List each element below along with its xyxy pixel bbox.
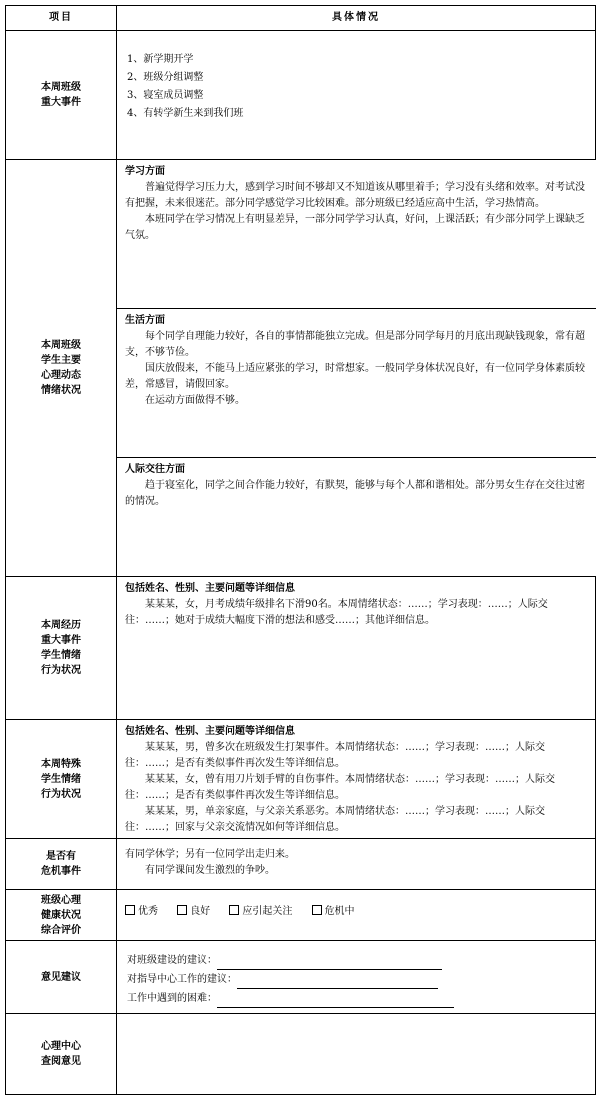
list-item: 4、有转学新生来到我们班 xyxy=(127,108,244,119)
section-title: 生活方面 xyxy=(125,315,165,326)
row-psych-status xyxy=(6,160,596,577)
section-title: 包括姓名、性别、主要问题等详细信息 xyxy=(125,583,295,594)
list-item: 1、新学期开学 xyxy=(127,54,194,65)
life-section: 生活方面 每个同学自理能力较好，各自的事情都能独立完成。但是部分同学每月的月底出现缺钱现象，常有超支，不够节俭。 国庆放假来，不能马上适应紧张的学习，时常想家。一般同学身体状况良好，有一位同学身体素质较差，常感冒，请假回家。 在运动方面做得不够。 xyxy=(117,309,596,458)
advice-center-label: 对指导中心工作的建议： xyxy=(127,974,237,985)
social-section: 人际交往方面 趋于寝室化，同学之间合作能力较好，有默契，能够与每个人都和谐相处。部分男女生存在交往过密的情况。 xyxy=(117,458,596,577)
checkbox-icon[interactable] xyxy=(177,905,187,915)
weekly-report-form xyxy=(5,5,595,1098)
rating-option-excellent[interactable]: 优秀 xyxy=(125,906,158,917)
row-center-review xyxy=(6,1014,596,1095)
label-health-rating: 班级心理 健康状况 综合评价 xyxy=(6,890,117,941)
special-details: 包括姓名、性别、主要问题等详细信息 某某某，男，曾多次在班级发生打架事件。本周情绪状态：……；学习表现：……；人际交往：……；是否有类似事件再次发生等详细信息。 某某某，女，曾有用刀片划手臂的自伤事件。本周情绪状态：……；学习表现：……；人际交往：……；是否有类似事件再次发生等详细信息。 某某某，男，单亲家庭，与父亲关系恶劣。本周情绪状态：……；学习表现：……；人际交往：……；回家与父亲交流情况如何等详细信息。 xyxy=(117,720,596,839)
label-weekly-events: 本周班级 重大事件 xyxy=(6,31,117,160)
advice-difficulty-label: 工作中遇到的困难： xyxy=(127,993,217,1004)
advice-difficulty-field[interactable] xyxy=(217,995,454,1008)
label-advice: 意见建议 xyxy=(6,941,117,1014)
report-table xyxy=(5,5,596,1095)
checkbox-icon[interactable] xyxy=(312,905,322,915)
psych-sections xyxy=(117,160,596,577)
label-special-students: 本周特殊 学生情绪 行为状况 xyxy=(6,720,117,839)
header-item: 项目 xyxy=(6,6,117,31)
header-row xyxy=(6,6,596,31)
advice-lines xyxy=(117,941,596,1014)
row-weekly-events xyxy=(6,31,596,160)
trauma-details: 包括姓名、性别、主要问题等详细信息 某某某，女，月考成绩年级排名下滑90名。本周情绪状态：……；学习表现：……；人际交往：……；她对于成绩大幅度下滑的想法和感受……；其他详细信息。 xyxy=(117,577,596,720)
advice-class-label: 对班级建设的建议： xyxy=(127,955,217,966)
rating-options xyxy=(117,890,596,941)
label-psych-status: 本周班级 学生主要 心理动态 情绪状况 xyxy=(6,160,117,577)
section-title: 人际交往方面 xyxy=(125,464,185,475)
row-crisis-events xyxy=(6,839,596,890)
section-title: 包括姓名、性别、主要问题等详细信息 xyxy=(125,726,295,737)
study-section: 学习方面 普遍觉得学习压力大，感到学习时间不够却又不知道该从哪里着手；学习没有头绪和效率。对考试没有把握，未来很迷茫。部分同学感觉学习比较困难。部分班级已经适应高中生活，学习热情高。 本班同学在学习情况上有明显差异，一部分同学学习认真，好问，上课活跃；有少部分同学上课缺乏气氛。 xyxy=(117,160,596,309)
section-title: 学习方面 xyxy=(125,166,165,177)
row-health-rating xyxy=(6,890,596,941)
rating-option-good[interactable]: 良好 xyxy=(177,906,210,917)
row-advice xyxy=(6,941,596,1014)
rating-option-crisis[interactable]: 危机中 xyxy=(312,906,355,917)
list-item: 2、班级分组调整 xyxy=(127,72,204,83)
header-detail: 具体情况 xyxy=(117,6,596,31)
label-trauma-events: 本周经历 重大事件 学生情绪 行为状况 xyxy=(6,577,117,720)
row-special-students xyxy=(6,720,596,839)
list-item: 3、寝室成员调整 xyxy=(127,90,204,101)
advice-center-field[interactable] xyxy=(237,976,438,989)
advice-class-field[interactable] xyxy=(217,957,442,970)
checkbox-icon[interactable] xyxy=(229,905,239,915)
label-center-review: 心理中心 查阅意见 xyxy=(6,1014,117,1095)
crisis-details: 有同学休学；另有一位同学出走归来。 有同学课间发生激烈的争吵。 xyxy=(117,839,596,890)
row-trauma-events xyxy=(6,577,596,720)
checkbox-icon[interactable] xyxy=(125,905,135,915)
events-list xyxy=(117,31,596,160)
label-crisis-events: 是否有 危机事件 xyxy=(6,839,117,890)
center-review-field[interactable] xyxy=(117,1014,596,1095)
rating-option-attention[interactable]: 应引起关注 xyxy=(229,906,292,917)
